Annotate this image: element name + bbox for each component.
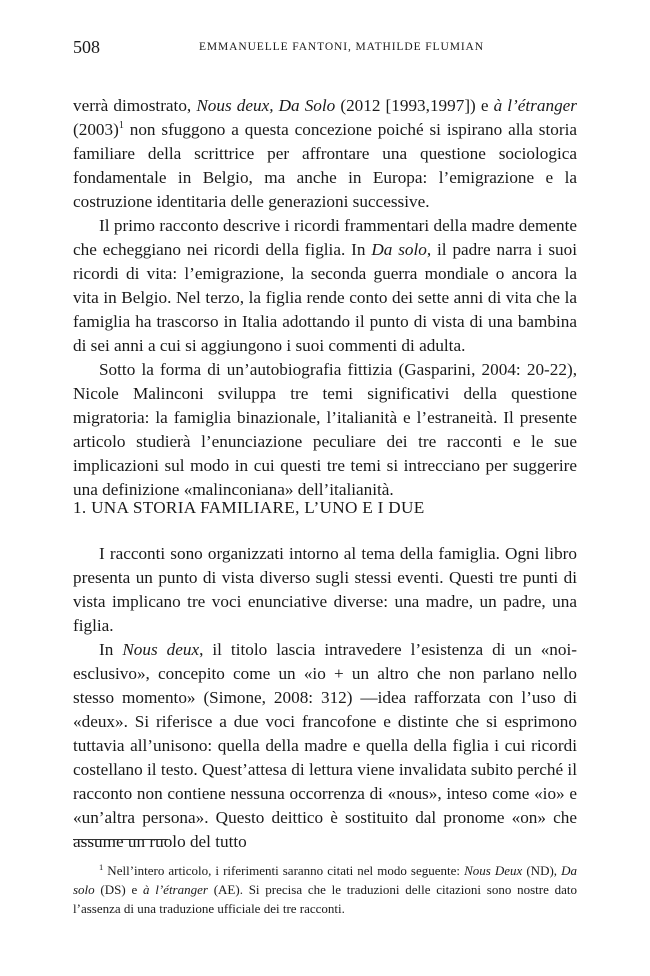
intro-text (73, 94, 577, 502)
text-run: In (99, 640, 123, 659)
footnote-divider (73, 839, 168, 840)
text-run: verrà dimostrato, (73, 96, 197, 115)
title-italic: Nous deux, Da Solo (196, 96, 336, 115)
title-italic: Nous deux (122, 640, 200, 659)
running-head: EMMANUELLE FANTONI, MATHILDE FLUMIAN (199, 41, 484, 53)
section-text (73, 542, 577, 854)
text-run: (2012 [1993,1997]) e (335, 96, 494, 115)
text-run: (AE). Si precisa che le traduzioni delle citazioni sono nostre dato l’assenza di una traduzione ufficiale dei tre racconti. (73, 882, 577, 916)
text-run: Nell’intero articolo, i riferimenti saranno citati nel modo seguente: (103, 863, 465, 878)
paragraph (73, 94, 577, 214)
title-italic: à l’étranger (493, 96, 577, 115)
section-heading: 1. UNA STORIA FAMILIARE, L’UNO E I DUE (73, 498, 425, 517)
text-run: non sfuggono a questa concezione poiché si ispirano alla storia familiare della scrittrice per affrontare una questione sociologica fondamentale in Belgio, ma anche in Europa: l’emigrazione e la costruzione identitaria delle generazioni successive. (73, 120, 577, 211)
title-italic: à l’étranger (142, 882, 208, 897)
paragraph: Sotto la forma di un’autobiografia fittizia (Gasparini, 2004: 20-22), Nicole Malinconi sviluppa tre temi significativi della questione migratoria: la famiglia binazionale, l’italianità e l’estraneità. Il presente articolo studierà l’enunciazione peculiare dei tre racconti e le sue implicazioni sul modo in cui questi tre temi si intrecciano per suggerire una definizione «malinconiana» dell’italianità. (73, 360, 577, 499)
footnote-number: 1 (99, 862, 104, 872)
text-run: , il padre narra i suoi ricordi di vita: l’emigrazione, la seconda guerra mondiale o ancora la vita in Belgio. Nel terzo, la figlia rende conto dei sette anni di vita che la famiglia ha trascorso in Italia adottando il punto di vista di una bambina di sei anni a cui si aggiungono i suoi commenti di adulta. (73, 240, 577, 355)
footnote (73, 861, 577, 918)
text-run: (ND), (522, 863, 562, 878)
text-run: Il primo racconto descrive i ricordi frammentari della madre demente che echeggiano nei ricordi della figlia. In (73, 216, 577, 259)
title-italic: Nous Deux (464, 863, 523, 878)
page-number: 508 (73, 37, 100, 57)
text-run: , il titolo lascia intravedere l’esistenza di un «noi-esclusivo», concepito come un «io + un altro che non parlano nello stesso momento» (Simone, 2008: 312) —idea rafforzata con l’uso di «deux». Si riferisce a due voci francofone e distinte che si esprimono tuttavia all’unisono: quella della madre e quella della figlia i cui ricordi costellano il testo. Quest’attesa di lettura viene invalidata subito perché il racconto non contiene nessuna occorrenza di «nous», inteso come «io» e «un’altra persona». Questo deittico è sostituito dal pronome «on» che assume un ruolo del tutto (73, 640, 577, 851)
text-run: (2003) (73, 120, 119, 139)
page-header (73, 37, 577, 61)
title-italic: Da solo (73, 863, 577, 897)
paragraph (73, 638, 577, 854)
title-italic: Da solo (371, 240, 427, 259)
footnote-ref[interactable]: 1 (118, 120, 124, 131)
paragraph: I racconti sono organizzati intorno al tema della famiglia. Ogni libro presenta un punto di vista diverso sugli stessi eventi. Questi tre punti di vista implicano tre voci enunciative diverse: una madre, un padre, una figlia. (73, 544, 577, 635)
text-run: (DS) e (94, 882, 143, 897)
paragraph (73, 214, 577, 358)
